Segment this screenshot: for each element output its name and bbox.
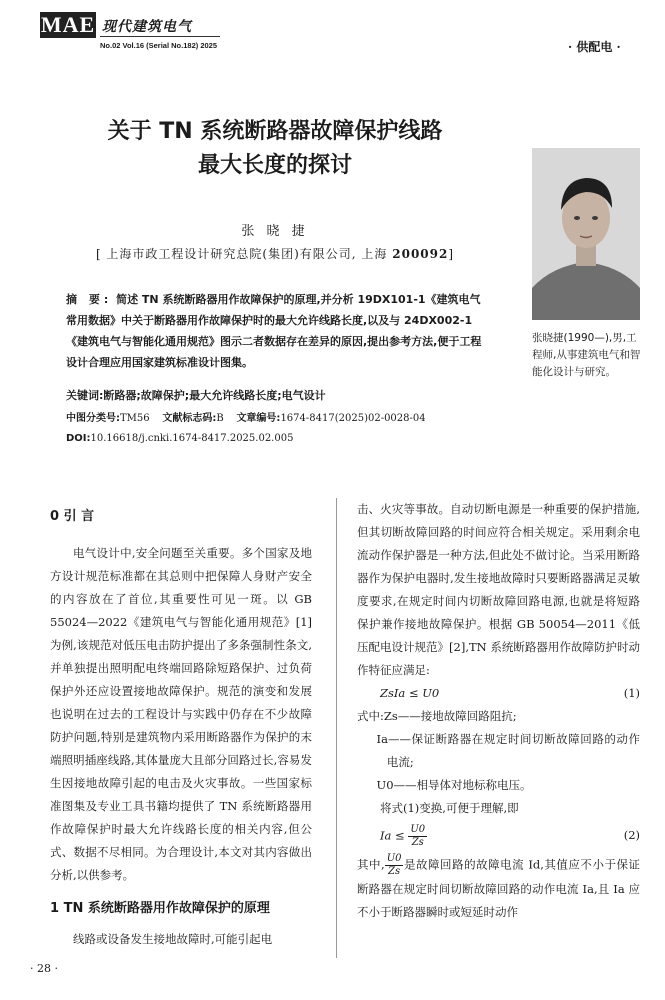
where-line-3: U0——相导体对地标称电压。	[376, 778, 532, 792]
author-name: 张 晓 捷	[241, 224, 309, 239]
inline-fraction-denominator: Zs	[388, 866, 401, 877]
right-paragraph-3	[357, 853, 640, 924]
affiliation-close: ]	[448, 247, 455, 261]
section-0-heading: 0 引 言	[50, 509, 95, 524]
author-bio: 张晓捷(1990—),男,工程师,从事建筑电气和智能化设计与研究。	[532, 332, 641, 378]
keywords-label: 关键词:	[66, 389, 104, 402]
abstract-text: 简述 TN 系统断路器用作故障保护的原理,并分析 19DX101-1《建筑电气常用数据》中关于断路器用作故障保护时的最大允许线路长度,以及与 24DX002-1《建筑电气与智能化通用规范》图示二者数据存在差异的原因,提出参考方法,便于工程设计合理应用国家建筑标准设计图集。	[66, 293, 482, 369]
keywords-text: 断路器;故障保护;最大允许线路长度;电气设计	[103, 389, 326, 402]
fraction-denominator: Zs	[411, 837, 424, 848]
author-photo	[532, 148, 640, 320]
right-paragraph-3-rest: 是故障回路的故障电流 Id,其值应不小于保证断路器在规定时间切断故障回路的动作电流 Ia,且 Ia 应不小于断路器瞬时或短延时动作	[357, 857, 640, 919]
equation-2	[357, 824, 640, 849]
keywords	[66, 385, 486, 406]
column-divider	[336, 498, 337, 958]
issue-info: No.02 Vol.16 (Serial No.182) 2025	[100, 41, 218, 50]
equation-2-expr	[380, 824, 427, 849]
article-metadata	[66, 409, 526, 449]
section-tag: · 供配电 ·	[568, 40, 621, 54]
affiliation-text: [ 上海市政工程设计研究总院(集团)有限公司, 上海	[95, 247, 393, 261]
equation-1-number: (1)	[623, 686, 640, 700]
right-column	[357, 498, 640, 924]
right-paragraph-3-start: 其中,	[357, 857, 385, 872]
equation-1-expr: ZsIa ≤ U0	[380, 686, 440, 700]
equation-2-lhs: Ia ≤	[380, 828, 405, 843]
abstract-label: 摘 要:	[66, 293, 113, 306]
title-line-2: 最大长度的探讨	[197, 153, 352, 178]
journal-name: 现代建筑电气	[102, 19, 192, 35]
article-title	[40, 115, 510, 183]
author-portrait-image	[532, 148, 640, 320]
inline-fraction-numerator: U0	[386, 853, 402, 864]
left-column	[50, 505, 312, 951]
where-line-2: Ia——保证断路器在规定时间切断故障回路的动作电流;	[376, 732, 640, 769]
doc-code-label: 文献标志码:	[162, 413, 217, 424]
equation-1	[357, 682, 640, 705]
right-paragraph-1: 击、火灾等事故。自动切断电源是一种重要的保护措施,但其切断故障回路的时间应符合相关规定。采用剩余电流动作保护器是一种方法,但此处不做讨论。当采用断路器作为保护电器时,发生接地故障时只要断路器满足灵敏度要求,在规定时间内切断故障回路电源,也就是将短路保护兼作接地故障保护。根据 GB 50054—2011《低压配电设计规范》[2],TN 系统断路器用作故障防护时动作特征应满足:	[357, 502, 640, 677]
doi-label: DOI:	[66, 433, 91, 444]
abstract	[66, 289, 486, 373]
equation-2-number: (2)	[623, 828, 640, 842]
article-number-value: 1674-8417(2025)02-0028-04	[280, 413, 426, 424]
inline-fraction	[385, 853, 404, 878]
doi-value: 10.16618/j.cnki.1674-8417.2025.02.005	[90, 433, 294, 444]
affiliation	[40, 245, 510, 262]
equation-2-fraction	[408, 824, 427, 849]
clc-value: TM56	[120, 413, 150, 424]
doc-code-value: B	[216, 413, 224, 424]
classification-line	[66, 409, 526, 429]
header-rule	[100, 36, 220, 37]
section-1-heading: 1 TN 系统断路器用作故障保护的原理	[50, 901, 270, 916]
article-number-label: 文章编号:	[236, 413, 281, 424]
title-line-1: 关于 TN 系统断路器故障保护线路	[107, 119, 443, 144]
intro-paragraph: 电气设计中,安全问题至关重要。多个国家及地方设计规范标准都在其总则中把保障人身财产安全的内容放在了首位,其重要性可见一斑。以 GB 55024—2022《建筑电气与智能化通用规范》[1] 为例,该规范对低压电击防护提出了多条强制性条文,并单独提出照明配电终端回路除短路保护、过负荷保护外还应设置接地故障保护。规范的演变和发展也说明在过去的工程设计与实践中仍存在不少故障防护问题,特别是建筑物内采用断路器作为保护的末端照明插座线路,其体量庞大且部分回路过长,容易发生因接地故障引起的电击及火灾事故。一些国家标准图集及专业工具书籍均提供了 TN 系统断路器用作故障保护时最大允许线路长度的相关内容,但公式、数据不尽相同。为合理设计,本文对其内容做出分析,以供参考。	[50, 546, 312, 882]
journal-logo: MAE	[40, 12, 96, 37]
doi-line	[66, 429, 526, 449]
right-paragraph-2: 将式(1)变换,可便于理解,即	[380, 801, 519, 815]
where-line-1: 式中:Zs——接地故障回路阻抗;	[357, 709, 517, 723]
fraction-numerator: U0	[410, 824, 426, 835]
affiliation-zip: 200092	[392, 247, 449, 261]
page-number: · 28 ·	[30, 962, 58, 975]
section-1-paragraph: 线路或设备发生接地故障时,可能引起电	[73, 932, 273, 946]
clc-label: 中图分类号:	[66, 413, 120, 424]
